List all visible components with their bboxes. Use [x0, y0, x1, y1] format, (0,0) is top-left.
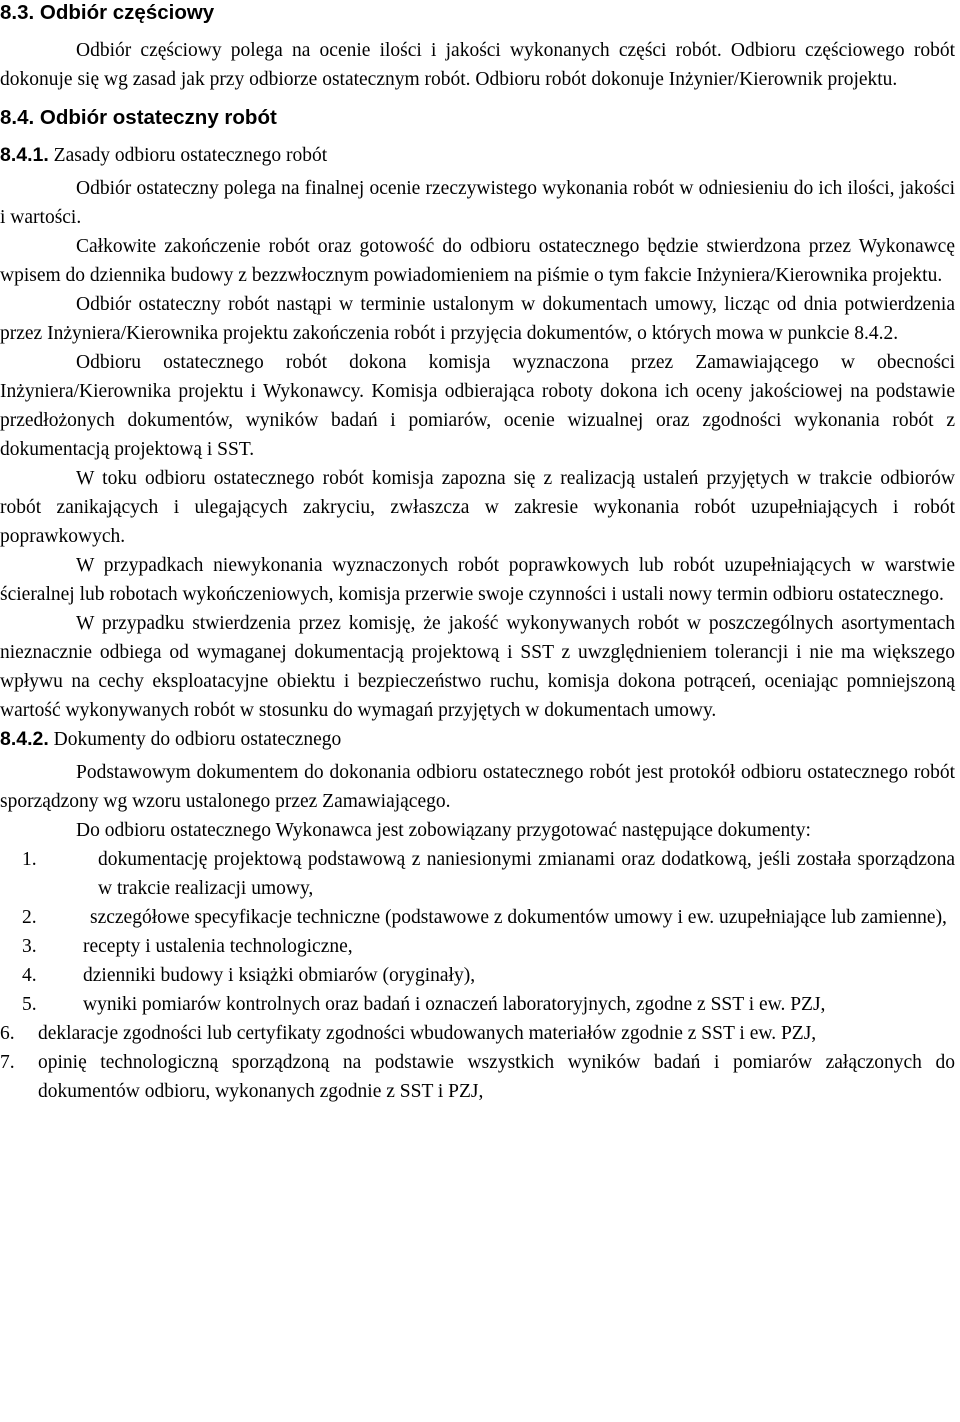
subheading-8-4-2 [0, 725, 955, 754]
paragraph: Odbioru ostatecznego robót dokona komisja wyznaczona przez Zamawiającego w obecności Inżyniera/Kierownika projektu i Wykonawcy. Komisja odbierająca roboty dokona ich oceny jakościowej na podstawie przedłożonych dokumentów, wyników badań i pomiarów, ocenie wizualnej oraz zgodności wykonania robót z dokumentacją projektową i SST. [0, 352, 955, 460]
list-item [0, 1048, 955, 1106]
subheading-number: 8.4.2. [0, 728, 49, 750]
list-item-text: szczegółowe specyfikacje techniczne (podstawowe z dokumentów umowy i ew. uzupełniające lub zamienne), [90, 907, 947, 928]
list-item-text: deklaracje zgodności lub certyfikaty zgodności wbudowanych materiałów zgodnie z SST i ew. PZJ, [38, 1023, 817, 1044]
paragraph: W toku odbioru ostatecznego robót komisja zapozna się z realizacją ustaleń przyjętych w trakcie odbiorów robót zanikających i ulegających zakryciu, zwłaszcza w zakresie wykonania robót uzupełniających i robót poprawkowych. [0, 468, 955, 547]
list-item-number: 2. [22, 907, 37, 928]
subheading-8-4-1 [0, 141, 955, 170]
subheading-number: 8.4.1. [0, 144, 49, 166]
paragraph: Do odbioru ostatecznego Wykonawca jest zobowiązany przygotować następujące dokumenty: [76, 820, 811, 841]
heading-8-4: 8.4. Odbiór ostateczny robót [0, 106, 277, 129]
paragraph: Całkowite zakończenie robót oraz gotowość do odbioru ostatecznego będzie stwierdzona przez Wykonawcę wpisem do dziennika budowy z bezzwłocznym powiadomieniem na piśmie o tym fakcie Inżyniera/Kierownika projektu. [0, 236, 955, 286]
list-item-text: dokumentację projektową podstawową z naniesionymi zmianami oraz dodatkową, jeśli została sporządzona w trakcie realizacji umowy, [98, 849, 955, 899]
subheading-title: Dokumenty do odbioru ostatecznego [48, 729, 342, 750]
list-item-text: recepty i ustalenia technologiczne, [83, 936, 353, 957]
heading-8-3: 8.3. Odbiór częściowy [0, 1, 215, 24]
list-item-text: dzienniki budowy i książki obmiarów (oryginały), [83, 965, 476, 986]
list-item-number: 4. [22, 965, 37, 986]
subheading-title: Zasady odbioru ostatecznego robót [48, 145, 328, 166]
list-item-number: 7. [0, 1052, 15, 1073]
list-item-number: 5. [22, 994, 37, 1015]
paragraph: Odbiór ostateczny robót nastąpi w terminie ustalonym w dokumentach umowy, licząc od dnia potwierdzenia przez Inżyniera/Kierownika projektu zakończenia robót i przyjęcia dokumentów, o których mowa w punkcie 8.4.2. [0, 294, 955, 344]
list-item [0, 1019, 955, 1048]
list-item [0, 990, 955, 1019]
list-item [0, 903, 955, 932]
list-item-text: wyniki pomiarów kontrolnych oraz badań i oznaczeń laboratoryjnych, zgodne z SST i ew. PZJ, [83, 994, 826, 1015]
list-item [0, 932, 955, 961]
paragraph: Odbiór ostateczny polega na finalnej ocenie rzeczywistego wykonania robót w odniesieniu do ich ilości, jakości i wartości. [0, 178, 955, 228]
list-item-number: 6. [0, 1023, 15, 1044]
paragraph-8-3: Odbiór częściowy polega na ocenie ilości i jakości wykonanych części robót. Odbioru częściowego robót dokonuje się wg zasad jak przy odbiorze ostatecznym robót. Odbioru robót dokonuje Inżynier/Kierownik projektu. [0, 40, 955, 90]
list-item-number: 3. [22, 936, 37, 957]
list-item [0, 961, 955, 990]
list-item [0, 845, 955, 903]
paragraph: W przypadkach niewykonania wyznaczonych robót poprawkowych lub robót uzupełniających w warstwie ścieralnej lub robotach wykończeniowych, komisja przerwie swoje czynności i ustali nowy termin odbioru ostatecznego. [0, 555, 955, 605]
paragraph: Podstawowym dokumentem do dokonania odbioru ostatecznego robót jest protokół odbioru ostatecznego robót sporządzony wg wzoru ustalonego przez Zamawiającego. [0, 762, 955, 812]
list-item-text: opinię technologiczną sporządzoną na podstawie wszystkich wyników badań i pomiarów załączonych do dokumentów odbioru, wykonanych zgodnie z SST i PZJ, [38, 1052, 955, 1102]
list-item-number: 1. [22, 849, 37, 870]
paragraph: W przypadku stwierdzenia przez komisję, że jakość wykonywanych robót w poszczególnych asortymentach nieznacznie odbiega od wymaganej dokumentacją projektową i SST z uwzględnieniem tolerancji i nie ma większego wpływu na cechy eksploatacyjne obiektu i bezpieczeństwo ruchu, komisja dokona potrąceń, oceniając pomniejszoną wartość wykonywanych robót w stosunku do wymagań przyjętych w dokumentach umowy. [0, 613, 955, 721]
